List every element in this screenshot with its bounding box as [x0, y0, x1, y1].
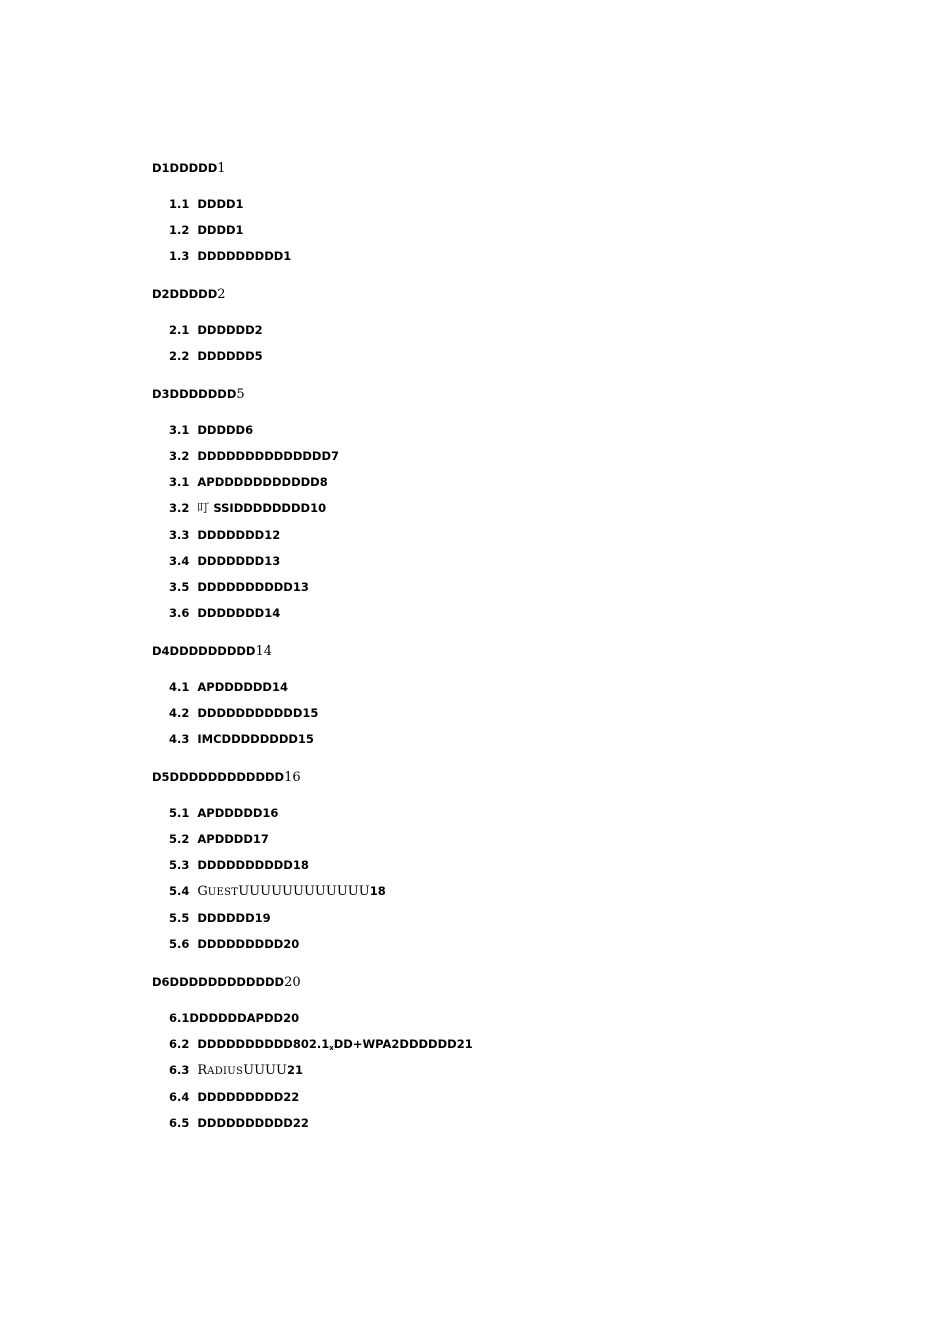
section-title: DDDDDDDDDDD15	[197, 706, 319, 720]
section-page: 18	[369, 884, 386, 898]
section-title: APDDDD17	[197, 832, 269, 846]
chapter-page-number: 20	[284, 975, 301, 990]
section-number: 6.4	[169, 1090, 190, 1104]
toc-chapter-1[interactable]	[152, 158, 852, 178]
chapter-page-number: 1	[217, 161, 226, 176]
section-number: 4.1	[169, 680, 190, 694]
chapter-title: D5DDDDDDDDDDDD	[152, 770, 285, 784]
section-title: DDDDDDDDD1	[197, 249, 292, 263]
toc-chapter-3[interactable]	[152, 384, 852, 404]
section-title: APDDDDD16	[197, 806, 279, 820]
section-title: DDDDDD2	[197, 323, 263, 337]
section-title: DDDDDDDDDD18	[197, 858, 309, 872]
toc-section-1-3[interactable]	[169, 246, 852, 266]
chapter-page-number: 16	[284, 770, 301, 785]
toc-section-5-5[interactable]	[169, 908, 852, 928]
section-title: DDDDDD5	[197, 349, 263, 363]
section-title: DDDDD6	[197, 423, 254, 437]
section-title: DDDDDDDDDDDDDD7	[197, 449, 340, 463]
section-subscript: x	[329, 1044, 334, 1052]
toc-section-6-1[interactable]	[169, 1008, 852, 1028]
toc-section-3-3[interactable]	[169, 525, 852, 545]
chapter-page-number: 2	[217, 287, 226, 302]
section-title: DDDDDDD14	[197, 606, 281, 620]
chapter-title: D2DDDDD	[152, 287, 218, 301]
section-number: 6.5	[169, 1116, 190, 1130]
toc-section-4-1[interactable]	[169, 677, 852, 697]
toc-section-3-1[interactable]	[169, 420, 852, 440]
chapter-page-number: 5	[236, 387, 245, 402]
section-number: 1.1	[169, 197, 190, 211]
section-number: 5.1	[169, 806, 190, 820]
section-number: 5.5	[169, 911, 190, 925]
toc-section-2-1[interactable]	[169, 320, 852, 340]
section-title: DDDDDD19	[197, 911, 271, 925]
serif-run: UUUU	[243, 1063, 287, 1078]
chapter-title: D6DDDDDDDDDDDD	[152, 975, 285, 989]
section-title: DDDDDDDDD22	[197, 1090, 300, 1104]
section-title: IMCDDDDDDDD15	[197, 732, 314, 746]
section-title: SSIDDDDDDDD10	[213, 501, 327, 515]
toc-section-3-6[interactable]	[169, 603, 852, 623]
chapter-title: D4DDDDDDDDD	[152, 644, 256, 658]
section-number: 5.3	[169, 858, 190, 872]
toc-section-6-5[interactable]	[169, 1113, 852, 1133]
toc-section-5-3[interactable]	[169, 855, 852, 875]
toc-section-5-4[interactable]	[169, 881, 852, 901]
section-title: DDDDDDDDDD22	[197, 1116, 309, 1130]
smallcaps-initial: R	[197, 1063, 208, 1078]
section-number: 3.1	[169, 423, 190, 437]
section-title: DDDDDDD12	[197, 528, 281, 542]
section-title: APDDDDDD14	[197, 680, 288, 694]
section-title: DDDD1	[197, 223, 244, 237]
chapter-title: D3DDDDDDD	[152, 387, 237, 401]
section-number: 1.3	[169, 249, 190, 263]
toc-chapter-4[interactable]	[152, 641, 852, 661]
section-number: 6.2	[169, 1037, 190, 1051]
section-number: 3.5	[169, 580, 190, 594]
section-number: 3.1	[169, 475, 190, 489]
toc-section-1-1[interactable]	[169, 194, 852, 214]
section-number: 3.2	[169, 501, 190, 515]
section-page: 21	[286, 1063, 303, 1077]
section-title: DDDDDDAPDD20	[189, 1011, 300, 1025]
section-title-post: DD+WPA2DDDDDD21	[333, 1037, 473, 1051]
section-title: DDDDDDDDD20	[197, 937, 300, 951]
section-title: DDDDDDD13	[197, 554, 281, 568]
toc-section-3-4[interactable]	[169, 551, 852, 571]
section-glyph: 叮	[197, 501, 210, 515]
section-number: 2.2	[169, 349, 190, 363]
toc-section-6-3[interactable]	[169, 1060, 852, 1080]
section-number: 3.3	[169, 528, 190, 542]
table-of-contents	[152, 158, 852, 1139]
section-title: APDDDDDDDDDDD8	[197, 475, 328, 489]
toc-chapter-6[interactable]	[152, 972, 852, 992]
toc-section-5-2[interactable]	[169, 829, 852, 849]
section-number: 4.3	[169, 732, 190, 746]
toc-section-3-2[interactable]	[169, 446, 852, 466]
chapter-page-number: 14	[255, 644, 273, 659]
section-number: 5.2	[169, 832, 190, 846]
smallcaps-rest: ADIUS	[207, 1066, 244, 1077]
toc-section-5-6[interactable]	[169, 934, 852, 954]
section-number: 4.2	[169, 706, 190, 720]
toc-section-6-4[interactable]	[169, 1087, 852, 1107]
section-title: DDDD1	[197, 197, 244, 211]
section-number: 3.2	[169, 449, 190, 463]
section-number: 3.4	[169, 554, 190, 568]
section-number: 1.2	[169, 223, 190, 237]
section-title-pre: DDDDDDDDDD802.1	[197, 1037, 330, 1051]
toc-section-3-1-ap[interactable]	[169, 472, 852, 492]
section-number: 3.6	[169, 606, 190, 620]
toc-section-3-5[interactable]	[169, 577, 852, 597]
toc-section-4-3[interactable]	[169, 729, 852, 749]
toc-section-1-2[interactable]	[169, 220, 852, 240]
smallcaps-rest: UEST	[207, 887, 239, 898]
toc-section-6-2[interactable]	[169, 1034, 852, 1054]
section-number: 6.1	[169, 1011, 190, 1025]
chapter-title: D1DDDDD	[152, 161, 218, 175]
section-title: DDDDDDDDDD13	[197, 580, 309, 594]
toc-section-3-2-ssid[interactable]	[169, 498, 852, 518]
smallcaps-initial: G	[197, 884, 208, 899]
section-number: 5.6	[169, 937, 190, 951]
section-number: 2.1	[169, 323, 190, 337]
section-number: 5.4	[169, 884, 190, 898]
toc-chapter-2[interactable]	[152, 284, 852, 304]
toc-section-2-2[interactable]	[169, 346, 852, 366]
toc-section-4-2[interactable]	[169, 703, 852, 723]
toc-chapter-5[interactable]	[152, 767, 852, 787]
section-number: 6.3	[169, 1063, 190, 1077]
toc-section-5-1[interactable]	[169, 803, 852, 823]
serif-run: UUUUUUUUUUUU	[238, 884, 370, 899]
